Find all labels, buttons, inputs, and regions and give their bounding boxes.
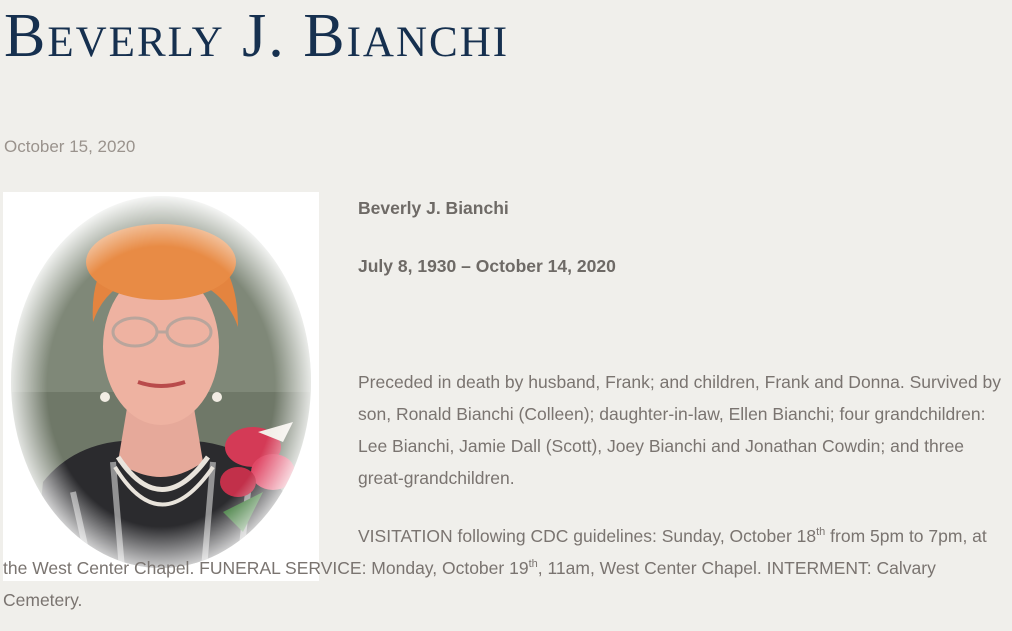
service-text-3: , 11am, West Center Chapel. INTERMENT: Calvary Cemetery. xyxy=(3,558,936,610)
obituary-bio: Preceded in death by husband, Frank; and children, Frank and Donna. Survived by son, Ronald Bianchi (Colleen); daughter-in-law, Ellen Bianchi; four grandchildren: Lee Bianchi, Jamie Dall (Scott), Joey Bianchi and Jonathan Cowdin; and three great-grandchildren. xyxy=(358,372,1002,488)
ordinal-suffix: th xyxy=(816,526,826,539)
posted-date: October 15, 2020 xyxy=(4,137,136,156)
page-title: Beverly J. Bianchi xyxy=(4,2,510,70)
deceased-name: Beverly J. Bianchi xyxy=(358,198,509,218)
service-text-1: VISITATION following CDC guidelines: Sunday, October 18 xyxy=(358,526,817,546)
obituary-content xyxy=(3,192,1003,616)
ordinal-suffix: th xyxy=(528,558,538,571)
life-dates: July 8, 1930 – October 14, 2020 xyxy=(358,256,616,276)
service-details xyxy=(3,520,1003,616)
service-text-2: from 5pm to 7pm, at the West Center Chapel. FUNERAL SERVICE: Monday, October 19 xyxy=(3,526,987,578)
